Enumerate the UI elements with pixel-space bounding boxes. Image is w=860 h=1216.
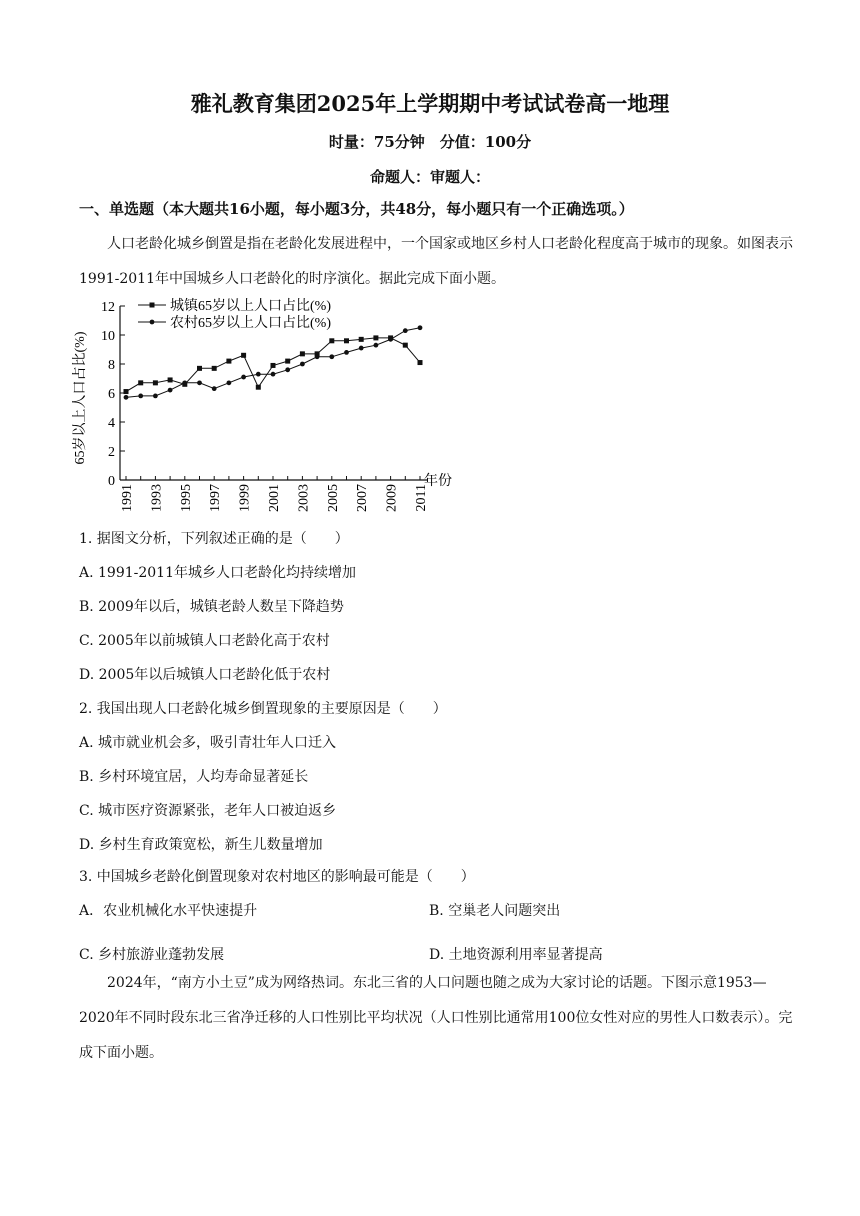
y-tick-label: 4 bbox=[108, 416, 115, 431]
x-tick-label: 2003 bbox=[296, 484, 312, 512]
question-1-option-a: A. 1991-2011年城乡人口老龄化均持续增加 bbox=[79, 565, 356, 581]
y-tick-label: 10 bbox=[101, 329, 115, 344]
rural-data-point bbox=[388, 337, 393, 342]
x-tick-label: 2005 bbox=[325, 484, 341, 512]
rural-data-point bbox=[374, 343, 379, 348]
y-tick-label: 6 bbox=[108, 387, 115, 402]
urban-data-point bbox=[373, 335, 378, 340]
urban-data-point bbox=[300, 351, 305, 356]
question-1-option-d: D. 2005年以后城镇人口老龄化低于农村 bbox=[79, 667, 331, 683]
y-tick-label: 0 bbox=[108, 474, 115, 489]
x-tick-label: 2007 bbox=[355, 484, 371, 512]
question-3-stem: 3. 中国城乡老龄化倒置现象对农村地区的影响最可能是（ ） bbox=[79, 869, 475, 885]
rural-data-point bbox=[256, 372, 261, 377]
rural-data-point bbox=[241, 375, 246, 380]
x-axis-label: 年份 bbox=[424, 474, 452, 489]
urban-data-point bbox=[271, 363, 276, 368]
passage-2-paragraph: 2024年，“南方小土豆”成为网络热词。东北三省的人口问题也随之成为大家讨论的话题。下图示意1953—2020年不同时段东北三省净迁移的人口性别比平均状况（人口性别比通常用100位女性对应的男性人口数表示）。完成下面小题。 bbox=[79, 975, 793, 1061]
rural-data-point bbox=[300, 362, 305, 367]
urban-data-point bbox=[226, 359, 231, 364]
authors-line: 命题人：审题人： bbox=[369, 168, 490, 186]
urban-data-point bbox=[359, 337, 364, 342]
y-tick-label: 2 bbox=[108, 445, 115, 460]
exam-title: 雅礼教育集团2025年上学期期中考试试卷高一地理 bbox=[190, 91, 670, 116]
urban-data-point bbox=[418, 360, 423, 365]
rural-data-point bbox=[124, 395, 129, 400]
urban-data-point bbox=[344, 338, 349, 343]
rural-data-point bbox=[182, 380, 187, 385]
chart-axes bbox=[120, 306, 428, 480]
urban-data-point bbox=[212, 366, 217, 371]
urban-data-point bbox=[285, 359, 290, 364]
urban-data-point bbox=[241, 353, 246, 358]
rural-data-point bbox=[197, 380, 202, 385]
rural-data-point bbox=[227, 380, 232, 385]
legend-label-2: 农村65岁以上人口占比(%) bbox=[170, 316, 331, 331]
rural-data-point bbox=[344, 350, 349, 355]
y-axis-label: 65岁以上人口占比(%) bbox=[73, 331, 88, 465]
rural-data-point bbox=[168, 388, 173, 393]
rural-data-point bbox=[329, 354, 334, 359]
question-1-option-c: C. 2005年以前城镇人口老龄化高于农村 bbox=[79, 633, 330, 649]
urban-data-point bbox=[138, 380, 143, 385]
chart-series bbox=[124, 325, 423, 399]
question-1-stem: 1. 据图文分析，下列叙述正确的是（ ） bbox=[79, 531, 349, 547]
urban-data-point bbox=[197, 366, 202, 371]
question-3-option-a: A．农业机械化水平快速提升 bbox=[79, 903, 258, 919]
question-3-option-c: C. 乡村旅游业蓬勃发展 bbox=[79, 947, 225, 963]
x-tick-label: 2009 bbox=[384, 484, 400, 512]
rural-data-point bbox=[153, 394, 158, 399]
urban-data-point bbox=[329, 338, 334, 343]
urban-data-point bbox=[403, 343, 408, 348]
rural-data-point bbox=[418, 325, 423, 330]
rural-data-point bbox=[315, 354, 320, 359]
x-tick-label: 1995 bbox=[178, 484, 194, 512]
x-tick-label: 2011 bbox=[414, 484, 429, 512]
urban-data-point bbox=[124, 389, 129, 394]
question-2-option-d: D. 乡村生育政策宽松，新生儿数量增加 bbox=[79, 837, 323, 853]
question-1-option-b: B. 2009年以后，城镇老龄人数呈下降趋势 bbox=[79, 599, 344, 615]
rural-data-point bbox=[212, 386, 217, 391]
x-tick-label: 1993 bbox=[149, 484, 165, 512]
question-3-option-b: B. 空巢老人问题突出 bbox=[429, 903, 561, 919]
y-tick-label: 8 bbox=[108, 358, 115, 373]
aging-line-chart bbox=[70, 292, 470, 524]
chart-legend bbox=[138, 297, 331, 331]
urban-data-point bbox=[168, 377, 173, 382]
time-score-line: 时量：75分钟 分值：100分 bbox=[328, 133, 532, 151]
legend-label-1: 城镇65岁以上人口占比(%) bbox=[170, 299, 331, 314]
rural-data-point bbox=[359, 346, 364, 351]
legend-circle-marker bbox=[150, 320, 155, 325]
x-tick-label: 1999 bbox=[237, 484, 253, 512]
x-tick-label: 2001 bbox=[267, 484, 282, 512]
rural-data-point bbox=[285, 367, 290, 372]
urban-data-point bbox=[256, 385, 261, 390]
question-2-stem: 2. 我国出现人口老龄化城乡倒置现象的主要原因是（ ） bbox=[79, 701, 447, 717]
question-2-option-c: C. 城市医疗资源紧张，老年人口被迫返乡 bbox=[79, 803, 337, 819]
rural-data-point bbox=[271, 372, 276, 377]
question-3-option-d: D. 土地资源利用率显著提高 bbox=[429, 947, 603, 963]
x-tick-label: 1991 bbox=[120, 484, 135, 512]
question-2-option-b: B. 乡村环境宜居，人均寿命显著延长 bbox=[79, 769, 309, 785]
section-heading: 一、单选题（本大题共16小题，每小题3分，共48分，每小题只有一个正确选项。） bbox=[79, 200, 634, 218]
legend-square-marker bbox=[150, 303, 155, 308]
urban-data-point bbox=[153, 380, 158, 385]
intro-paragraph: 人口老龄化城乡倒置是指在老龄化发展进程中，一个国家或地区乡村人口老龄化程度高于城市的现象。如图表示1991-2011年中国城乡人口老龄化的时序演化。据此完成下面小题。 bbox=[79, 236, 793, 287]
rural-data-point bbox=[403, 328, 408, 333]
y-tick-label: 12 bbox=[101, 300, 115, 315]
question-2-option-a: A. 城市就业机会多，吸引青壮年人口迁入 bbox=[79, 735, 337, 751]
rural-data-point bbox=[138, 394, 143, 399]
x-tick-label: 1997 bbox=[208, 484, 224, 512]
